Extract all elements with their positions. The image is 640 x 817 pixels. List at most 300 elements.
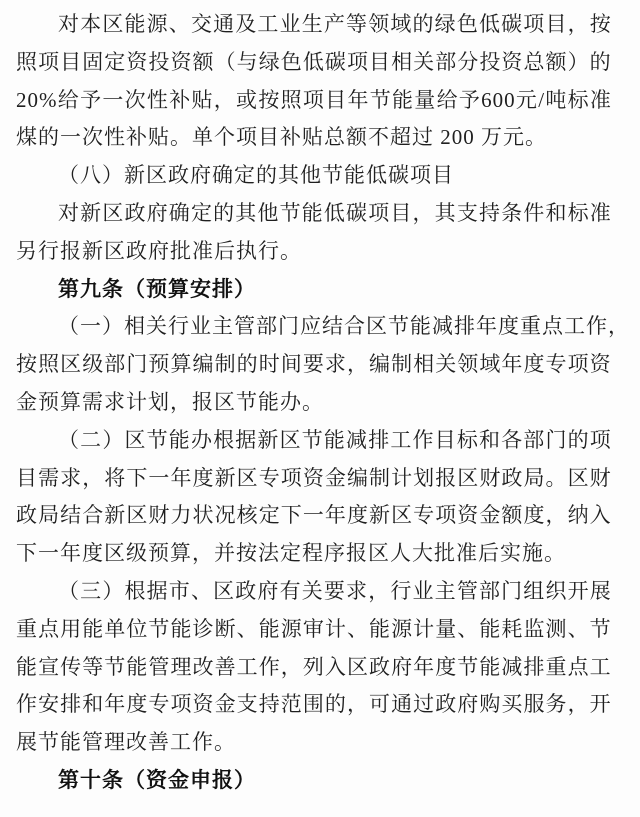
glyph-token: 关 xyxy=(435,352,458,377)
glyph-token: 买 xyxy=(501,692,524,717)
glyph-token: 项 xyxy=(280,465,303,490)
glyph-token: 核 xyxy=(236,503,259,528)
glyph-token: 或 xyxy=(236,87,259,112)
paragraph xyxy=(16,308,630,421)
glyph-token: 组 xyxy=(523,578,546,603)
glyph-token: 区 xyxy=(102,200,125,225)
text-line xyxy=(16,346,612,384)
glyph-token: 节 xyxy=(301,427,324,452)
glyph-token: 资 xyxy=(589,352,612,377)
glyph-token: 局 xyxy=(523,465,546,490)
glyph-token: 能 xyxy=(410,314,432,339)
glyph-token: 围 xyxy=(302,692,325,717)
glyph-token: 节 xyxy=(589,616,612,641)
glyph-token: ， xyxy=(567,692,590,717)
glyph-token: 源 xyxy=(391,616,414,641)
glyph-token: 区 xyxy=(346,654,369,679)
glyph-token: 减 xyxy=(346,427,369,452)
glyph-token: ， xyxy=(567,12,590,36)
glyph-token: 专 xyxy=(258,465,281,490)
glyph-token: ， xyxy=(545,503,568,528)
glyph-token: 生 xyxy=(301,12,324,36)
glyph-token: 标 xyxy=(567,200,590,225)
glyph-token: 工 xyxy=(257,12,280,36)
glyph-token: 据 xyxy=(235,427,258,452)
glyph-token: 碳 xyxy=(324,49,347,74)
glyph-token: ， xyxy=(412,200,435,225)
glyph-token: 作 xyxy=(412,427,435,452)
glyph-token: 度 xyxy=(192,465,215,490)
glyph-token: 过 xyxy=(413,692,436,717)
glyph-token: ） xyxy=(567,49,590,74)
glyph-token: 金 xyxy=(479,503,502,528)
glyph-token: 区 xyxy=(457,465,480,490)
glyph-token: 按 xyxy=(258,87,281,112)
glyph-token: / xyxy=(538,87,546,112)
glyph-token: 局 xyxy=(38,503,61,528)
glyph-token: 吨 xyxy=(545,87,568,112)
glyph-token: 领 xyxy=(368,12,391,36)
glyph-token: 门 xyxy=(545,427,568,452)
glyph-token: 照 xyxy=(280,87,303,112)
glyph-token: 量 xyxy=(414,87,437,112)
glyph-token: ， xyxy=(213,87,236,112)
glyph-token: 要 xyxy=(302,352,325,377)
glyph-token: 资 xyxy=(501,49,524,74)
glyph-token: 时 xyxy=(258,352,281,377)
glyph-token: 工 xyxy=(236,654,259,679)
glyph-token: 排 xyxy=(454,314,476,339)
glyph-token: 源 xyxy=(280,616,303,641)
glyph-token: 织 xyxy=(545,578,568,603)
glyph-token: 色 xyxy=(456,12,479,36)
glyph-token: 各 xyxy=(501,427,524,452)
text-line xyxy=(16,460,612,498)
glyph-token: 、 xyxy=(168,12,191,36)
glyph-token: 目 xyxy=(545,12,568,36)
glyph-token: 位 xyxy=(126,616,149,641)
text-line: 下一年度区级预算，并按法定程序报区人大批准后实施。 xyxy=(16,541,566,566)
paragraph xyxy=(16,6,612,157)
glyph-token: 能 xyxy=(479,616,502,641)
glyph-token: 、 xyxy=(567,616,590,641)
glyph-token: 门 xyxy=(126,352,149,377)
glyph-token: 域 xyxy=(479,352,502,377)
glyph-token: 源 xyxy=(146,12,169,36)
text-line: 展节能管理改善工作。 xyxy=(16,730,236,755)
glyph-token: 资 xyxy=(457,503,480,528)
glyph-token: 金 xyxy=(324,465,347,490)
glyph-token: 理 xyxy=(170,654,193,679)
glyph-token: 支 xyxy=(236,692,259,717)
glyph-token: 等 xyxy=(346,12,369,36)
glyph-token: 门 xyxy=(278,314,300,339)
article-heading xyxy=(16,762,612,800)
glyph-token: 算 xyxy=(170,352,193,377)
glyph-token: 府 xyxy=(391,654,414,679)
glyph-token: 况 xyxy=(214,503,237,528)
glyph-token: 服 xyxy=(523,692,546,717)
glyph-token: 关 xyxy=(146,314,168,339)
glyph-token: 区 xyxy=(124,427,147,452)
glyph-token: （ xyxy=(58,314,80,339)
glyph-token: 和 xyxy=(82,692,105,717)
glyph-token: 度 xyxy=(346,503,369,528)
glyph-token: 项 xyxy=(567,352,590,377)
glyph-token: 能 xyxy=(82,616,105,641)
glyph-token: 专 xyxy=(413,503,436,528)
glyph-token: 节 xyxy=(457,654,480,679)
glyph-token: 项 xyxy=(435,503,458,528)
glyph-token: 下 xyxy=(280,503,303,528)
glyph-token: ） xyxy=(102,427,125,452)
glyph-token: 目 xyxy=(60,49,83,74)
glyph-token: 投 xyxy=(148,49,171,74)
glyph-token: 耗 xyxy=(501,616,524,641)
glyph-token: 计 xyxy=(413,616,436,641)
glyph-token: 补 xyxy=(169,87,192,112)
glyph-token: 行 xyxy=(168,314,190,339)
glyph-token: 购 xyxy=(479,692,502,717)
glyph-token: 编 xyxy=(369,352,391,377)
text-line: 另行报新区政府批准后执行。 xyxy=(16,238,302,263)
article-heading xyxy=(16,271,612,309)
glyph-token: 色 xyxy=(280,49,303,74)
glyph-token: 部 xyxy=(523,427,546,452)
glyph-token: 作 xyxy=(258,654,281,679)
glyph-token: 主 xyxy=(434,578,457,603)
glyph-token: 点 xyxy=(567,654,590,679)
glyph-token: 合 xyxy=(344,314,366,339)
glyph-token: 的 xyxy=(324,692,347,717)
glyph-token: 通 xyxy=(213,12,236,36)
glyph-token: 确 xyxy=(168,200,191,225)
glyph-token: 的 xyxy=(213,200,236,225)
text-line xyxy=(16,649,612,687)
glyph-token: 次 xyxy=(124,87,147,112)
glyph-token: 区 xyxy=(391,503,414,528)
glyph-token: 总 xyxy=(523,49,546,74)
glyph-token: 资 xyxy=(192,692,215,717)
glyph-token: 门 xyxy=(501,578,524,603)
glyph-token: 目 xyxy=(434,427,457,452)
glyph-token: 项 xyxy=(346,49,369,74)
glyph-token: 府 xyxy=(457,692,480,717)
glyph-token: 合 xyxy=(82,503,105,528)
glyph-token: 、 xyxy=(346,616,369,641)
glyph-token: 600 xyxy=(481,87,516,112)
paragraph xyxy=(16,422,612,573)
glyph-token: 区 xyxy=(236,465,259,490)
glyph-token: 级 xyxy=(82,352,105,377)
glyph-token: 纳 xyxy=(567,503,590,528)
glyph-token: 能 xyxy=(301,200,324,225)
glyph-token: 新 xyxy=(104,503,127,528)
glyph-token: 财 xyxy=(479,465,502,490)
glyph-token: 项 xyxy=(302,87,325,112)
text-line xyxy=(16,422,612,460)
glyph-token: 制 xyxy=(214,352,237,377)
glyph-token: 结 xyxy=(60,503,83,528)
glyph-token: 能 xyxy=(258,616,281,641)
glyph-token: 政 xyxy=(16,503,38,528)
text-line xyxy=(16,497,612,535)
glyph-token: 传 xyxy=(60,654,83,679)
glyph-token: 年 xyxy=(501,352,524,377)
glyph-token: 定 xyxy=(258,503,281,528)
glyph-token: 持 xyxy=(258,692,281,717)
glyph-token: 项 xyxy=(38,49,61,74)
glyph-token: 定 xyxy=(190,200,213,225)
glyph-token: 业 xyxy=(412,578,435,603)
glyph-token: 业 xyxy=(279,12,302,36)
glyph-token: 节 xyxy=(146,427,169,452)
glyph-token: 三 xyxy=(80,578,103,603)
text-line xyxy=(16,44,612,82)
glyph-token: 照 xyxy=(38,352,61,377)
glyph-token: 断 xyxy=(214,616,237,641)
glyph-token: 重 xyxy=(520,314,542,339)
glyph-token: 目 xyxy=(325,87,348,112)
glyph-token: 、 xyxy=(190,578,213,603)
glyph-token: 宣 xyxy=(38,654,61,679)
glyph-token: 的 xyxy=(412,12,435,36)
glyph-token: 政 xyxy=(235,578,258,603)
glyph-token: 新 xyxy=(80,200,103,225)
glyph-token: 关 xyxy=(301,578,324,603)
glyph-token: 区 xyxy=(213,578,236,603)
glyph-token: 政 xyxy=(501,465,524,490)
glyph-token: 有 xyxy=(279,578,302,603)
glyph-token: 可 xyxy=(369,692,391,717)
glyph-token: 。 xyxy=(545,465,568,490)
glyph-token: 给 xyxy=(57,87,80,112)
glyph-token: 的 xyxy=(567,427,590,452)
glyph-token: 相 xyxy=(124,314,146,339)
glyph-token: 金 xyxy=(214,692,237,717)
glyph-token: 节 xyxy=(369,87,392,112)
glyph-token: 工 xyxy=(589,654,612,679)
glyph-token: 业 xyxy=(190,314,212,339)
glyph-token: 制 xyxy=(369,465,391,490)
glyph-token: 根 xyxy=(124,578,147,603)
glyph-token: 予 xyxy=(80,87,103,112)
glyph-token: 制 xyxy=(391,352,414,377)
text-line xyxy=(16,686,612,724)
glyph-token: 元 xyxy=(515,87,538,112)
glyph-token: 通 xyxy=(391,692,414,717)
glyph-token: 排 xyxy=(60,692,83,717)
text-line xyxy=(16,308,630,346)
glyph-token: 低 xyxy=(302,49,325,74)
text-line: 煤的一次性补贴。单个项目补贴总额不超过 200 万元。 xyxy=(16,125,547,150)
text-line xyxy=(16,195,612,233)
glyph-token: 力 xyxy=(170,503,193,528)
glyph-token: 管 xyxy=(234,314,256,339)
glyph-token: 府 xyxy=(146,200,169,225)
glyph-token: （ xyxy=(58,427,80,452)
glyph-token: 对 xyxy=(58,12,80,36)
glyph-token: 支 xyxy=(456,200,479,225)
glyph-token: 按 xyxy=(589,12,612,36)
document-content xyxy=(16,6,630,800)
glyph-token: 项 xyxy=(589,427,612,452)
glyph-token: 主 xyxy=(212,314,234,339)
glyph-token: 其 xyxy=(434,200,457,225)
glyph-token: 排 xyxy=(523,654,546,679)
glyph-token: 20% xyxy=(16,87,58,112)
glyph-token: 工 xyxy=(564,314,586,339)
glyph-token: 和 xyxy=(478,427,501,452)
glyph-token: 度 xyxy=(435,654,458,679)
glyph-token: 及 xyxy=(235,12,258,36)
glyph-token: 府 xyxy=(257,578,280,603)
glyph-token: 年 xyxy=(347,87,370,112)
glyph-token: 区 xyxy=(279,427,302,452)
glyph-token: 政 xyxy=(435,692,458,717)
glyph-token: ） xyxy=(102,578,125,603)
glyph-token: 碳 xyxy=(346,200,369,225)
glyph-token: 财 xyxy=(148,503,171,528)
glyph-token: 财 xyxy=(589,465,612,490)
glyph-token: 领 xyxy=(457,352,480,377)
glyph-token: 据 xyxy=(146,578,169,603)
glyph-token: 等 xyxy=(82,654,105,679)
text-line: （八）新区政府确定的其他节能低碳项目 xyxy=(58,163,454,188)
glyph-token: 排 xyxy=(368,427,391,452)
glyph-token: 按 xyxy=(16,352,38,377)
glyph-token: 项 xyxy=(523,12,546,36)
glyph-token: 目 xyxy=(16,465,38,490)
glyph-token: 持 xyxy=(478,200,501,225)
glyph-token: 节 xyxy=(104,654,127,679)
glyph-token: 监 xyxy=(523,616,546,641)
glyph-token: 结 xyxy=(322,314,344,339)
glyph-token: 列 xyxy=(302,654,325,679)
glyph-token: 其 xyxy=(235,200,258,225)
glyph-token: 政 xyxy=(124,200,147,225)
glyph-token: 区 xyxy=(567,465,590,490)
glyph-token: 能 xyxy=(323,427,346,452)
glyph-token: 开 xyxy=(589,692,612,717)
text-line xyxy=(16,6,612,44)
glyph-token: 目 xyxy=(369,49,391,74)
glyph-token: 的 xyxy=(236,352,259,377)
glyph-token: 低 xyxy=(323,200,346,225)
glyph-token: 件 xyxy=(523,200,546,225)
glyph-token: 能 xyxy=(170,616,193,641)
glyph-token: 予 xyxy=(458,87,481,112)
glyph-token: 碳 xyxy=(501,12,524,36)
glyph-token: 关 xyxy=(413,49,436,74)
glyph-token: 额 xyxy=(501,503,524,528)
glyph-token: 编 xyxy=(346,465,369,490)
glyph-token: 将 xyxy=(104,465,127,490)
glyph-token: 准 xyxy=(589,87,612,112)
glyph-token: 能 xyxy=(479,654,502,679)
glyph-token: 他 xyxy=(257,200,280,225)
glyph-token: 投 xyxy=(479,49,502,74)
glyph-token: 行 xyxy=(390,578,413,603)
text-line: 金预算需求计划，报区节能办。 xyxy=(16,389,324,414)
glyph-token: ） xyxy=(102,314,124,339)
glyph-token: ， xyxy=(280,654,303,679)
glyph-token: 管 xyxy=(456,578,479,603)
glyph-token: 资 xyxy=(126,49,149,74)
glyph-token: 专 xyxy=(545,352,568,377)
glyph-token: 量 xyxy=(435,616,458,641)
glyph-token: 点 xyxy=(542,314,564,339)
glyph-token: 计 xyxy=(324,616,347,641)
glyph-token: 贴 xyxy=(191,87,214,112)
glyph-token: 重 xyxy=(545,654,568,679)
glyph-token: 政 xyxy=(369,654,391,679)
glyph-token: 年 xyxy=(324,503,347,528)
glyph-token: 求 xyxy=(60,465,83,490)
glyph-token: 能 xyxy=(168,427,191,452)
glyph-token: 一 xyxy=(148,465,171,490)
glyph-token: 减 xyxy=(501,654,524,679)
glyph-token: 资 xyxy=(170,49,193,74)
glyph-token: 标 xyxy=(567,87,590,112)
glyph-token: ， xyxy=(368,578,391,603)
glyph-token: 作 xyxy=(586,314,608,339)
glyph-token: 固 xyxy=(82,49,105,74)
glyph-token: 改 xyxy=(192,654,215,679)
glyph-token: 节 xyxy=(279,200,302,225)
glyph-token: 产 xyxy=(323,12,346,36)
glyph-token: 度 xyxy=(126,692,149,717)
glyph-token: 区 xyxy=(60,352,83,377)
glyph-token: 专 xyxy=(148,692,171,717)
glyph-token: （ xyxy=(58,578,80,603)
glyph-token: 作 xyxy=(16,692,38,717)
paragraph xyxy=(16,195,612,271)
glyph-token: 需 xyxy=(38,465,61,490)
glyph-token: 目 xyxy=(390,200,413,225)
glyph-token: 诊 xyxy=(192,616,215,641)
glyph-token: （ xyxy=(214,49,237,74)
glyph-token: 区 xyxy=(126,503,149,528)
glyph-token: 绿 xyxy=(258,49,281,74)
glyph-token: 重 xyxy=(16,616,38,641)
glyph-token: 审 xyxy=(302,616,325,641)
glyph-token: 的 xyxy=(589,49,612,74)
glyph-token: 、 xyxy=(457,616,480,641)
glyph-token: 一 xyxy=(80,314,102,339)
glyph-token: 部 xyxy=(478,578,501,603)
glyph-token: 求 xyxy=(346,578,369,603)
glyph-token: 节 xyxy=(388,314,410,339)
glyph-token: 划 xyxy=(413,465,436,490)
glyph-token: 能 xyxy=(126,654,149,679)
glyph-token: 项 xyxy=(170,692,193,717)
glyph-token: 项 xyxy=(368,200,391,225)
glyph-token: 年 xyxy=(104,692,127,717)
glyph-token: 部 xyxy=(104,352,127,377)
glyph-token: 度 xyxy=(523,503,546,528)
glyph-token: 区 xyxy=(366,314,388,339)
glyph-token: 状 xyxy=(192,503,215,528)
glyph-token: 与 xyxy=(236,49,259,74)
glyph-token: 年 xyxy=(413,654,436,679)
glyph-token: ， xyxy=(608,314,630,339)
glyph-token: 二 xyxy=(80,427,103,452)
glyph-token: 一 xyxy=(102,87,125,112)
glyph-token: 办 xyxy=(190,427,213,452)
glyph-token: 、 xyxy=(236,616,259,641)
glyph-token: 域 xyxy=(390,12,413,36)
